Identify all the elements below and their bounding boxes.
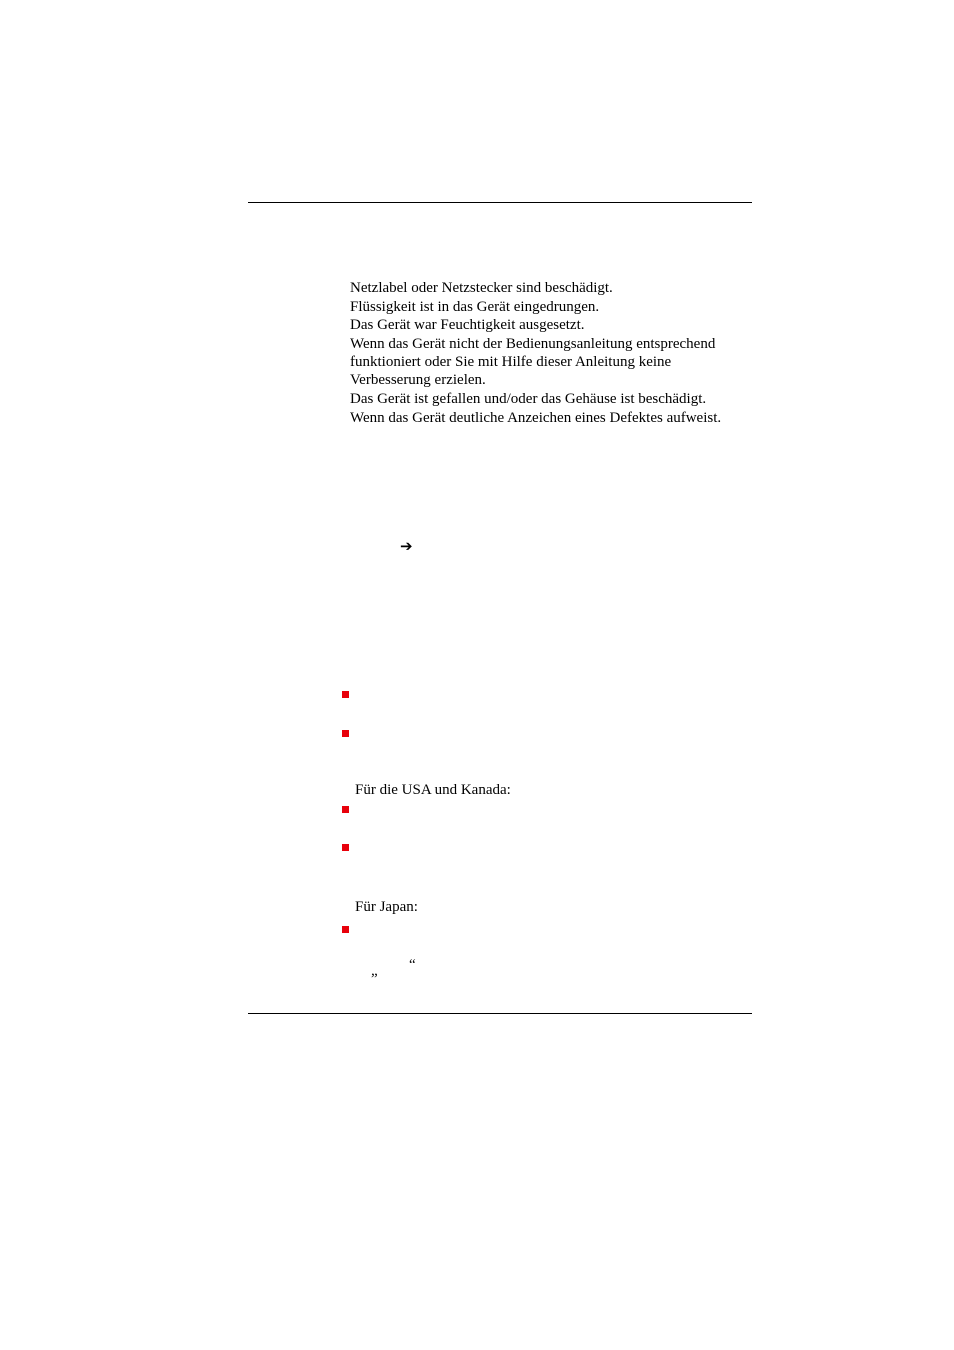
- bullet-square-icon: [342, 730, 349, 737]
- list-line-4: Wenn das Gerät nicht der Bedienungsanleitung entsprechend: [350, 336, 716, 352]
- list-line-8: Wenn das Gerät deutliche Anzeichen eines Defektes aufweist.: [350, 410, 722, 426]
- list-line-2: Flüssigkeit ist in das Gerät eingedrungen.: [350, 299, 600, 315]
- bullet-square-icon: [342, 806, 349, 813]
- list-line-7: Das Gerät ist gefallen und/oder das Gehäuse ist beschädigt.: [350, 391, 707, 407]
- list-line-5: funktioniert oder Sie mit Hilfe dieser Anleitung keine: [350, 354, 672, 370]
- bullet-square-icon: [342, 691, 349, 698]
- list-line-1: Netzlabel oder Netzstecker sind beschädigt.: [350, 280, 613, 296]
- quote-mark-open: „: [371, 963, 378, 979]
- footer-rule: [248, 1013, 752, 1014]
- japan-label: Für Japan:: [355, 899, 418, 915]
- list-line-3: Das Gerät war Feuchtigkeit ausgesetzt.: [350, 317, 585, 333]
- bullet-square-icon: [342, 926, 349, 933]
- list-line-6: Verbesserung erzielen.: [350, 372, 486, 388]
- usa-canada-label: Für die USA und Kanada:: [355, 782, 511, 798]
- bullet-square-icon: [342, 844, 349, 851]
- quote-mark-close: “: [409, 957, 416, 973]
- arrow-right-icon: ➔: [400, 537, 413, 555]
- header-rule: [248, 202, 752, 203]
